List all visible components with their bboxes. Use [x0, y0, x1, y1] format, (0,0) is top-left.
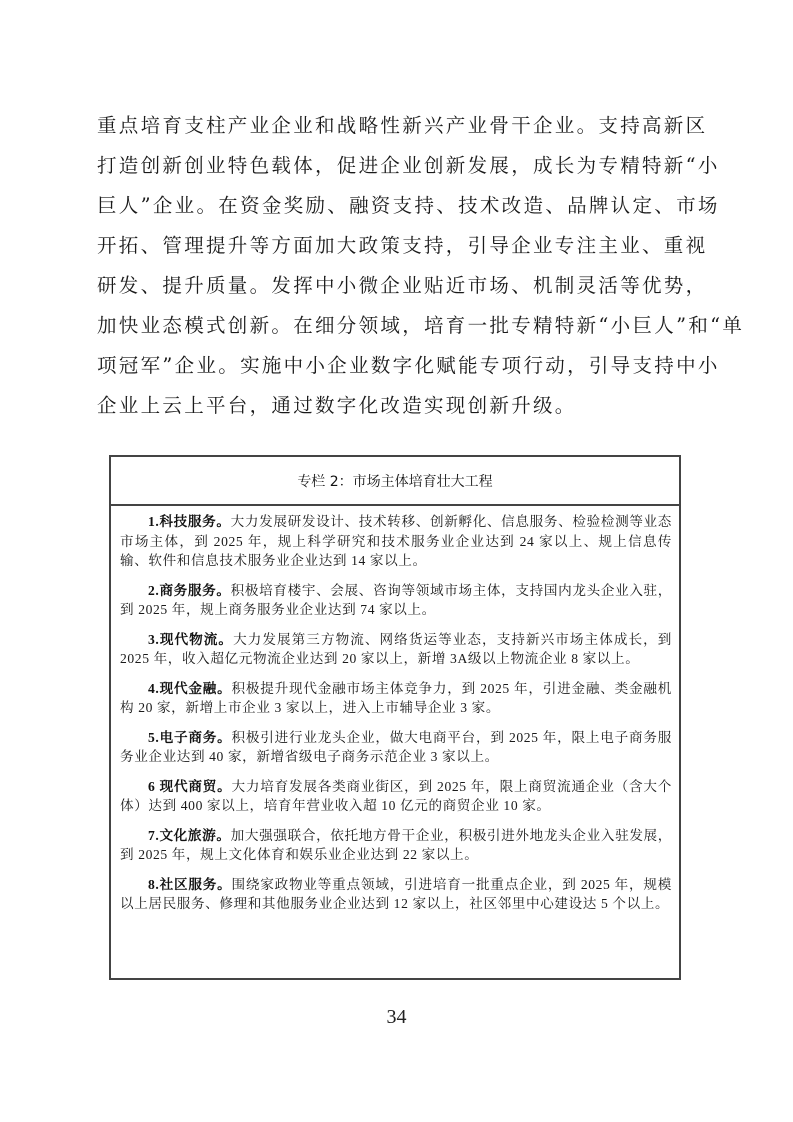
item-title: 6 现代商贸。 — [148, 778, 232, 794]
item-title: 2.商务服务。 — [148, 582, 231, 598]
body-line: 研发、提升质量。发挥中小微企业贴近市场、机制灵活等优势， — [97, 274, 708, 297]
box-item — [120, 777, 672, 816]
body-paragraph — [97, 106, 745, 426]
item-title: 3.现代物流。 — [148, 631, 234, 647]
body-line: 企业上云上平台，通过数字化改造实现创新升级。 — [97, 394, 577, 417]
item-text: 积极培育楼宇、会展、咨询等领域市场主体，支持国内龙头企业入驻，到 2025 年，规上商务服务业企业达到 74 家以上。 — [120, 582, 672, 617]
box-items — [111, 506, 679, 914]
box-item — [120, 581, 672, 620]
box-item — [120, 512, 672, 571]
box-item — [120, 679, 672, 718]
item-title: 8.社区服务。 — [148, 876, 232, 892]
item-title: 5.电子商务。 — [148, 729, 232, 745]
column-box — [109, 455, 681, 980]
box-item — [120, 875, 672, 914]
box-item — [120, 826, 672, 865]
box-item — [120, 728, 672, 767]
item-text: 围绕家政物业等重点领域，引进培育一批重点企业，到 2025 年，规模以上居民服务、修理和其他服务业企业达到 12 家以上，社区邻里中心建设达 5 个以上。 — [120, 876, 672, 911]
body-line: 开拓、管理提升等方面加大政策支持，引导企业专注主业、重视 — [97, 234, 708, 257]
body-line: 加快业态模式创新。在细分领域，培育一批专精特新“小巨人”和“单 — [97, 314, 745, 337]
body-line: 巨人”企业。在资金奖励、融资支持、技术改造、品牌认定、市场 — [97, 194, 720, 217]
item-text: 积极引进行业龙头企业，做大电商平台，到 2025 年，限上电子商务服务业企业达到 40 家，新增省级电子商务示范企业 3 家以上。 — [120, 729, 672, 764]
page-number: 34 — [386, 1006, 407, 1028]
item-text: 大力发展研发设计、技术转移、创新孵化、信息服务、检验检测等业态市场主体，到 2025 年，规上科学研究和技术服务业企业达到 24 家以上、规上信息传输、软件和信息技术服务业企业达到 14 家以上。 — [120, 514, 672, 568]
body-line: 打造创新创业特色载体，促进企业创新发展，成长为专精特新“小 — [97, 154, 720, 177]
item-title: 1.科技服务。 — [148, 514, 231, 529]
item-text: 加大强强联合，依托地方骨干企业，积极引进外地龙头企业入驻发展，到 2025 年，规上文化体育和娱乐业企业达到 22 家以上。 — [120, 827, 672, 862]
body-line: 重点培育支柱产业企业和战略性新兴产业骨干企业。支持高新区 — [97, 114, 708, 137]
body-line: 项冠军”企业。实施中小企业数字化赋能专项行动，引导支持中小 — [97, 354, 720, 377]
box-item — [120, 630, 672, 669]
item-text: 大力培育发展各类商业街区，到 2025 年，限上商贸流通企业（含大个体）达到 400 家以上，培育年营业收入超 10 亿元的商贸企业 10 家。 — [120, 778, 672, 813]
item-title: 4.现代金融。 — [148, 680, 232, 696]
item-text: 积极提升现代金融市场主体竞争力，到 2025 年，引进金融、类金融机构 20 家，新增上市企业 3 家以上，进入上市辅导企业 3 家。 — [120, 680, 672, 715]
box-title: 专栏 2：市场主体培育壮大工程 — [111, 457, 679, 506]
item-title: 7.文化旅游。 — [148, 827, 231, 843]
item-text: 大力发展第三方物流、网络货运等业态，支持新兴市场主体成长，到 2025 年，收入超亿元物流企业达到 20 家以上，新增 3A级以上物流企业 8 家以上。 — [120, 631, 672, 666]
